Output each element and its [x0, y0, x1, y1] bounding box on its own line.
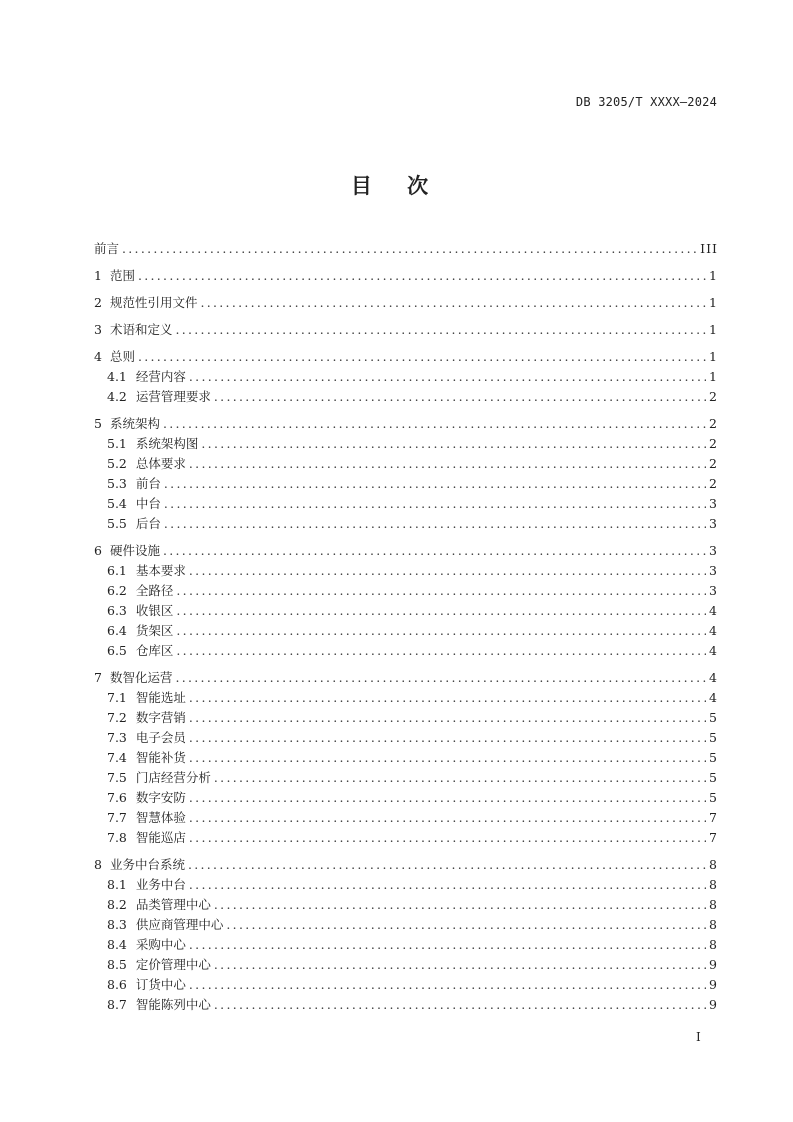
toc-entry-number: 8.1 [107, 877, 127, 892]
toc-entry-text: 总体要求 [135, 456, 186, 471]
dot-leader [189, 808, 706, 828]
toc-entry[interactable] [94, 641, 718, 661]
toc-entry-page: 4 [709, 623, 718, 638]
page-title: 目 次 [350, 174, 443, 198]
toc-entry-page: 8 [709, 877, 718, 892]
toc-entry-label [107, 935, 186, 955]
toc-entry-page: 8 [709, 857, 718, 872]
toc-entry-label [107, 975, 186, 995]
toc-entry[interactable] [94, 895, 718, 915]
toc-entry-number: 6.2 [107, 583, 127, 598]
toc-entry-page: 8 [709, 897, 718, 912]
dot-leader [189, 788, 706, 808]
toc-entry-text: 后台 [135, 516, 161, 531]
toc-entry-number: 5 [94, 416, 102, 431]
dot-leader [163, 414, 706, 434]
document-code: DB 3205/T XXXX—2024 [575, 95, 717, 109]
toc-entry-page: 1 [709, 369, 718, 384]
toc-entry-page: 2 [709, 389, 718, 404]
toc-entry-number: 5.2 [107, 456, 127, 471]
toc-entry-text: 电子会员 [135, 730, 186, 745]
toc-entry-label [94, 239, 119, 259]
toc-entry[interactable] [94, 875, 718, 895]
toc-entry-text: 前台 [135, 476, 161, 491]
toc-entry-text: 业务中台系统 [109, 857, 185, 872]
dot-leader [189, 688, 706, 708]
dot-leader [164, 514, 706, 534]
toc-entry[interactable] [94, 748, 718, 768]
toc-entry-label [107, 748, 186, 768]
toc-entry-label [107, 387, 211, 407]
toc-entry-text: 业务中台 [135, 877, 186, 892]
toc-entry-page: 2 [709, 476, 718, 491]
toc-entry-page: 8 [709, 937, 718, 952]
dot-leader [138, 266, 706, 286]
dot-leader [188, 855, 706, 875]
dot-leader [226, 915, 706, 935]
toc-entry[interactable] [94, 828, 718, 848]
toc-entry-page: III [700, 241, 718, 256]
dot-leader [164, 494, 706, 514]
dot-leader [189, 935, 706, 955]
dot-leader [189, 828, 706, 848]
toc-entry-number: 6.1 [107, 563, 127, 578]
toc-entry-text: 定价管理中心 [135, 957, 211, 972]
toc-entry-page: 8 [709, 917, 718, 932]
dot-leader [164, 474, 706, 494]
toc-entry-page: 4 [709, 670, 718, 685]
toc-entry-page: 3 [709, 516, 718, 531]
dot-leader [175, 668, 706, 688]
toc-entry[interactable] [94, 955, 718, 975]
toc-entry-label [94, 541, 160, 561]
toc-entry-number: 8 [94, 857, 102, 872]
toc-entry[interactable] [94, 935, 718, 955]
toc-entry-label [107, 895, 211, 915]
toc-entry-label [107, 808, 186, 828]
toc-entry-number: 5.4 [107, 496, 127, 511]
dot-leader [176, 621, 706, 641]
toc-entry[interactable] [94, 621, 718, 641]
toc-entry-text: 前言 [94, 241, 120, 256]
toc-entry-label [94, 668, 172, 688]
dot-leader [176, 641, 706, 661]
dot-leader [214, 387, 706, 407]
toc-entry-label [107, 915, 223, 935]
toc-entry[interactable] [94, 668, 718, 688]
dot-leader [214, 768, 706, 788]
dot-leader [200, 293, 706, 313]
toc-entry-number: 6 [94, 543, 102, 558]
toc-entry[interactable] [94, 975, 718, 995]
toc-entry-page: 3 [709, 543, 718, 558]
toc-entry-label [107, 454, 186, 474]
toc-entry[interactable] [94, 320, 718, 340]
toc-entry-label [94, 855, 185, 875]
toc-entry-page: 1 [709, 268, 718, 283]
toc-entry-text: 门店经营分析 [135, 770, 211, 785]
toc-entry[interactable] [94, 454, 718, 474]
toc-entry-page: 2 [709, 416, 718, 431]
dot-leader [189, 875, 706, 895]
toc-entry-number: 7.3 [107, 730, 127, 745]
toc-entry-text: 智能陈列中心 [135, 997, 211, 1012]
toc-entry[interactable] [94, 708, 718, 728]
toc-entry-page: 4 [709, 690, 718, 705]
toc-entry-text: 仓库区 [135, 643, 174, 658]
toc-entry[interactable] [94, 995, 718, 1015]
toc-entry-page: 5 [709, 730, 718, 745]
dot-leader [122, 239, 697, 259]
toc-entry-number: 7 [94, 670, 102, 685]
toc-entry-label [107, 728, 186, 748]
toc-entry-number: 7.6 [107, 790, 127, 805]
toc-entry-number: 7.8 [107, 830, 127, 845]
toc-entry-number: 6.5 [107, 643, 127, 658]
toc-entry[interactable] [94, 514, 718, 534]
toc-entry-page: 3 [709, 496, 718, 511]
dot-leader [214, 895, 706, 915]
dot-leader [189, 975, 706, 995]
toc-entry-text: 规范性引用文件 [109, 295, 198, 310]
toc-entry-number: 6.3 [107, 603, 127, 618]
toc-entry-number: 5.3 [107, 476, 127, 491]
toc-entry-text: 系统架构图 [135, 436, 199, 451]
toc-entry-page: 5 [709, 750, 718, 765]
toc-entry-label [107, 875, 186, 895]
dot-leader [189, 748, 706, 768]
toc-entry-text: 数字营销 [135, 710, 186, 725]
toc-entry-text: 智能选址 [135, 690, 186, 705]
toc-entry-number: 7.5 [107, 770, 127, 785]
toc-entry-text: 货架区 [135, 623, 174, 638]
toc-entry[interactable] [94, 239, 718, 259]
toc-entry-number: 4.2 [107, 389, 127, 404]
table-of-contents [94, 239, 718, 1015]
toc-entry[interactable] [94, 347, 718, 367]
toc-entry-number: 8.6 [107, 977, 127, 992]
toc-entry[interactable] [94, 474, 718, 494]
toc-entry-label [107, 828, 186, 848]
toc-entry-text: 全路径 [135, 583, 174, 598]
dot-leader [214, 955, 706, 975]
toc-entry-page: 2 [709, 436, 718, 451]
toc-entry-label [107, 367, 186, 387]
toc-entry-page: 1 [709, 322, 718, 337]
toc-entry-page: 9 [709, 957, 718, 972]
toc-entry-page: 7 [709, 830, 718, 845]
toc-entry-label [107, 995, 211, 1015]
dot-leader [163, 541, 706, 561]
toc-entry-text: 供应商管理中心 [135, 917, 224, 932]
toc-entry-text: 订货中心 [135, 977, 186, 992]
toc-entry-text: 总则 [109, 349, 135, 364]
dot-leader [201, 434, 706, 454]
toc-entry-label [107, 514, 161, 534]
toc-entry-number: 7.2 [107, 710, 127, 725]
toc-entry-number: 8.3 [107, 917, 127, 932]
toc-entry-page: 5 [709, 770, 718, 785]
toc-entry-text: 智能补货 [135, 750, 186, 765]
toc-entry-text: 运营管理要求 [135, 389, 211, 404]
toc-entry-text: 智慧体验 [135, 810, 186, 825]
toc-entry-text: 经营内容 [135, 369, 186, 384]
toc-entry-page: 1 [709, 349, 718, 364]
toc-entry-page: 7 [709, 810, 718, 825]
toc-entry-text: 品类管理中心 [135, 897, 211, 912]
toc-entry-label [107, 581, 173, 601]
toc-entry-label [94, 293, 197, 313]
toc-entry-label [107, 955, 211, 975]
dot-leader [189, 561, 706, 581]
dot-leader [214, 995, 706, 1015]
toc-entry-text: 数智化运营 [109, 670, 173, 685]
toc-entry[interactable] [94, 728, 718, 748]
toc-entry-page: 2 [709, 456, 718, 471]
toc-entry[interactable] [94, 293, 718, 313]
toc-entry-number: 7.4 [107, 750, 127, 765]
toc-entry[interactable] [94, 387, 718, 407]
toc-entry-label [107, 434, 198, 454]
toc-entry-number: 1 [94, 268, 102, 283]
toc-entry-page: 9 [709, 977, 718, 992]
toc-entry-label [94, 347, 135, 367]
dot-leader [175, 320, 706, 340]
toc-entry[interactable] [94, 581, 718, 601]
toc-entry-text: 收银区 [135, 603, 174, 618]
toc-entry[interactable] [94, 414, 718, 434]
toc-entry-text: 基本要求 [135, 563, 186, 578]
toc-entry-text: 系统架构 [109, 416, 160, 431]
toc-entry-label [94, 320, 172, 340]
toc-entry-page: 4 [709, 603, 718, 618]
dot-leader [189, 454, 706, 474]
toc-entry[interactable] [94, 561, 718, 581]
toc-entry-number: 7.1 [107, 690, 127, 705]
toc-entry[interactable] [94, 915, 718, 935]
toc-entry-number: 2 [94, 295, 102, 310]
dot-leader [189, 367, 706, 387]
dot-leader [189, 728, 706, 748]
toc-entry[interactable] [94, 367, 718, 387]
toc-entry-label [107, 621, 173, 641]
toc-entry-label [107, 768, 211, 788]
toc-entry-number: 8.4 [107, 937, 127, 952]
toc-entry-number: 8.5 [107, 957, 127, 972]
toc-entry-text: 硬件设施 [109, 543, 160, 558]
toc-entry-number: 3 [94, 322, 102, 337]
toc-entry-label [107, 708, 186, 728]
toc-entry-label [107, 561, 186, 581]
toc-entry[interactable] [94, 541, 718, 561]
toc-entry-label [107, 688, 186, 708]
toc-entry-label [107, 474, 161, 494]
toc-entry-label [107, 494, 161, 514]
toc-entry-page: 3 [709, 563, 718, 578]
toc-entry-text: 范围 [109, 268, 135, 283]
toc-entry[interactable] [94, 788, 718, 808]
toc-entry-page: 1 [709, 295, 718, 310]
toc-entry[interactable] [94, 768, 718, 788]
dot-leader [138, 347, 706, 367]
toc-entry-page: 5 [709, 790, 718, 805]
dot-leader [176, 581, 706, 601]
toc-entry[interactable] [94, 494, 718, 514]
dot-leader [189, 708, 706, 728]
page-number: I [696, 1030, 701, 1044]
toc-entry-number: 5.1 [107, 436, 127, 451]
toc-entry-text: 智能巡店 [135, 830, 186, 845]
toc-entry-text: 术语和定义 [109, 322, 173, 337]
toc-entry-label [107, 788, 186, 808]
toc-entry-label [94, 266, 135, 286]
toc-entry-number: 8.2 [107, 897, 127, 912]
toc-entry-number: 5.5 [107, 516, 127, 531]
toc-entry[interactable] [94, 688, 718, 708]
toc-entry[interactable] [94, 266, 718, 286]
toc-entry-text: 中台 [135, 496, 161, 511]
toc-entry-page: 9 [709, 997, 718, 1012]
toc-entry-number: 4 [94, 349, 102, 364]
toc-entry-number: 4.1 [107, 369, 127, 384]
toc-entry-number: 8.7 [107, 997, 127, 1012]
toc-entry-number: 7.7 [107, 810, 127, 825]
toc-entry-text: 数字安防 [135, 790, 186, 805]
toc-entry-label [94, 414, 160, 434]
toc-entry-number: 6.4 [107, 623, 127, 638]
toc-entry-label [107, 601, 173, 621]
toc-entry-page: 5 [709, 710, 718, 725]
toc-entry[interactable] [94, 855, 718, 875]
toc-entry-label [107, 641, 173, 661]
toc-entry-page: 4 [709, 643, 718, 658]
toc-entry[interactable] [94, 808, 718, 828]
dot-leader [176, 601, 706, 621]
toc-entry-text: 采购中心 [135, 937, 186, 952]
toc-entry-page: 3 [709, 583, 718, 598]
toc-entry[interactable] [94, 601, 718, 621]
toc-entry[interactable] [94, 434, 718, 454]
